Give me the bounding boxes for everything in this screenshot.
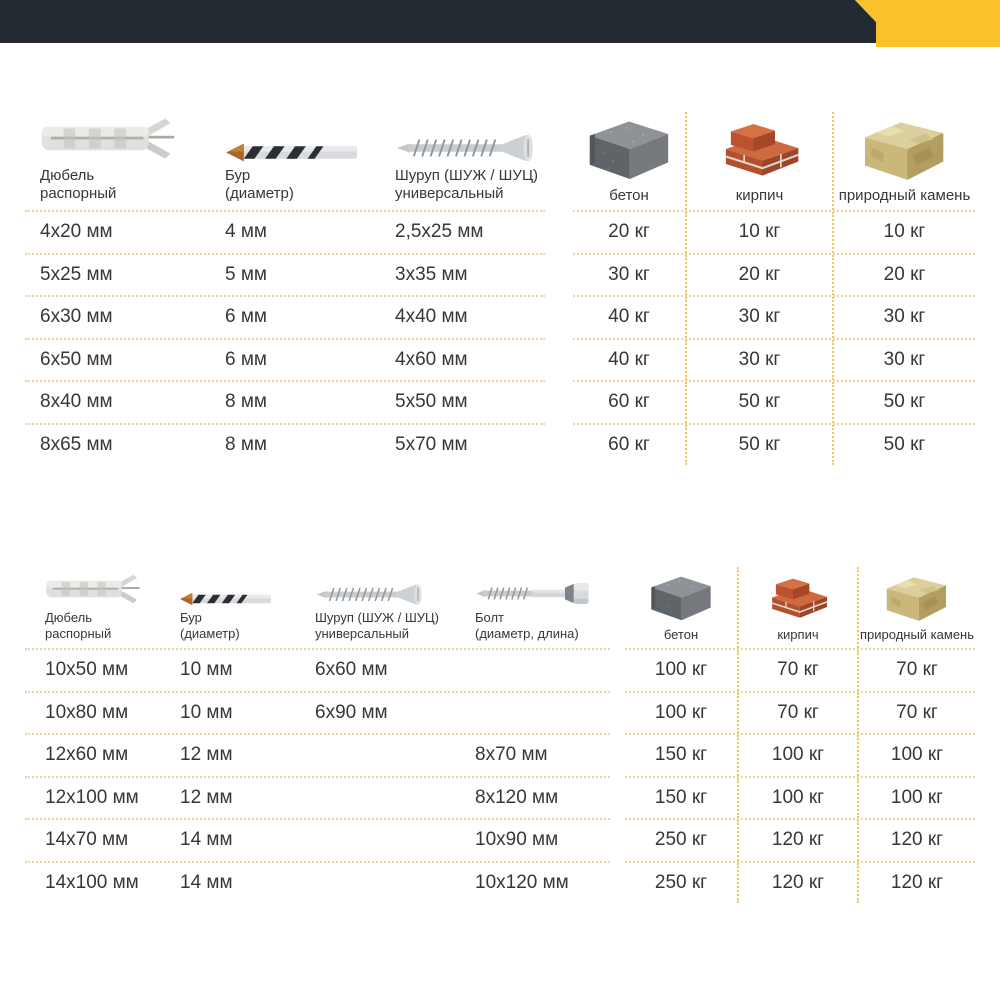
load-cell: 100 кг	[654, 659, 708, 681]
table-row	[625, 691, 975, 734]
spec-cell: 12 мм	[180, 744, 233, 766]
spec-cell: 6х50 мм	[40, 348, 113, 370]
concrete-block-icon	[583, 114, 675, 184]
table-row	[25, 733, 610, 776]
column-header-bolt	[455, 567, 610, 648]
drill-bit-icon	[180, 591, 272, 607]
natural-stone-icon	[882, 571, 952, 624]
table-row	[25, 380, 545, 423]
load-cell: 30 кг	[685, 297, 832, 338]
load-cell: 250 кг	[654, 829, 708, 851]
column-label-stone: природный камень	[838, 187, 971, 204]
column-label-line1: Дюбель	[40, 166, 95, 184]
spec-cell: 12х100 мм	[45, 786, 139, 808]
natural-stone-icon	[859, 114, 951, 184]
spec-cell: 6 мм	[225, 306, 267, 328]
load-cell: 100 кг	[857, 735, 975, 776]
column-label-line2: (диаметр, длина)	[475, 625, 579, 641]
spec-cell: 4х60 мм	[395, 348, 468, 370]
table1-tools	[25, 112, 545, 465]
load-cell: 10 кг	[832, 212, 975, 253]
spec-cell: 10 мм	[180, 701, 233, 723]
spec-cell	[295, 735, 455, 776]
column-header-stone	[857, 567, 975, 648]
drill-bit-icon	[225, 141, 360, 164]
load-cell: 30 кг	[685, 340, 832, 381]
load-cell: 120 кг	[857, 863, 975, 904]
dowel-icon	[40, 113, 176, 164]
screw-icon	[315, 582, 431, 607]
column-label-bolt	[475, 610, 579, 643]
load-cell: 100 кг	[857, 778, 975, 819]
load-cell: 50 кг	[685, 382, 832, 423]
spec-cell: 2,5х25 мм	[395, 221, 484, 243]
spec-cell	[455, 650, 610, 691]
spec-cell: 5 мм	[225, 263, 267, 285]
column-header-screw	[380, 112, 545, 210]
spec-cell: 4х20 мм	[40, 221, 113, 243]
table-row	[573, 423, 975, 466]
spec-cell: 10х50 мм	[45, 659, 129, 681]
column-header-concrete	[573, 112, 685, 210]
spec-cell: 14х70 мм	[45, 829, 129, 851]
load-cell: 120 кг	[737, 820, 857, 861]
column-header-stone	[832, 112, 975, 210]
load-cell: 250 кг	[654, 871, 708, 893]
spec-cell: 8 мм	[225, 433, 267, 455]
column-header-drill	[160, 567, 295, 648]
table-row	[625, 861, 975, 904]
concrete-block-icon	[646, 571, 716, 624]
screw-icon	[395, 132, 545, 164]
column-label-screw	[315, 610, 439, 643]
table-row	[25, 423, 545, 466]
table-row	[25, 861, 610, 904]
column-label-brick: кирпич	[777, 627, 819, 642]
load-cell: 60 кг	[608, 433, 650, 455]
spec-cell: 10 мм	[180, 659, 233, 681]
column-label-line1: Шуруп (ШУЖ / ШУЦ)	[395, 166, 539, 184]
spec-cell: 6х60 мм	[315, 659, 388, 681]
load-cell: 40 кг	[608, 306, 650, 328]
spec-cell: 14х100 мм	[45, 871, 139, 893]
table-row	[25, 691, 610, 734]
spec-cell: 5х25 мм	[40, 263, 113, 285]
column-label-dowel	[40, 167, 116, 205]
load-cell: 20 кг	[832, 255, 975, 296]
load-cell: 40 кг	[608, 348, 650, 370]
load-cell: 30 кг	[608, 263, 650, 285]
column-label-brick: кирпич	[735, 187, 784, 204]
load-cell: 100 кг	[737, 735, 857, 776]
column-label-line1: Шуруп (ШУЖ / ШУЦ)	[315, 609, 439, 625]
table-row	[573, 210, 975, 253]
column-label-line2: универсальный	[315, 625, 410, 641]
column-label-line1: Дюбель	[45, 609, 93, 625]
spec-cell: 3х35 мм	[395, 263, 468, 285]
load-cell: 30 кг	[832, 297, 975, 338]
load-cell: 50 кг	[685, 425, 832, 466]
load-cell: 50 кг	[832, 382, 975, 423]
column-label-concrete: бетон	[663, 627, 699, 642]
column-label-drill	[225, 167, 294, 205]
load-cell: 20 кг	[685, 255, 832, 296]
bolt-icon	[475, 580, 593, 607]
spec-cell: 8 мм	[225, 391, 267, 413]
table-row	[625, 648, 975, 691]
load-cell: 120 кг	[857, 820, 975, 861]
top-banner	[0, 0, 1000, 47]
column-label-line1: Болт	[475, 609, 505, 625]
load-cell: 120 кг	[737, 863, 857, 904]
table-row	[573, 253, 975, 296]
table-row	[25, 776, 610, 819]
table1-tools-header	[25, 112, 545, 210]
spec-cell: 4 мм	[225, 221, 267, 243]
table-row	[573, 380, 975, 423]
table-row	[625, 818, 975, 861]
load-cell: 70 кг	[737, 650, 857, 691]
column-label-stone: природный камень	[859, 627, 974, 642]
top-banner-graphic	[0, 0, 1000, 47]
column-header-concrete	[625, 567, 737, 648]
load-cell: 100 кг	[737, 778, 857, 819]
spec-cell: 5х50 мм	[395, 391, 468, 413]
load-cell: 150 кг	[654, 744, 708, 766]
column-label-line1: Бур	[180, 609, 202, 625]
load-table-light	[25, 112, 975, 465]
spec-cell: 12х60 мм	[45, 744, 129, 766]
load-cell: 70 кг	[857, 650, 975, 691]
table1-loads-header	[573, 112, 975, 210]
spec-cell: 6х90 мм	[315, 701, 388, 723]
spec-cell	[295, 863, 455, 904]
brick-icon	[763, 571, 833, 624]
table-row	[25, 338, 545, 381]
table2-tools-header	[25, 567, 610, 648]
spec-cell: 5х70 мм	[395, 433, 468, 455]
table-row	[25, 648, 610, 691]
spec-cell	[455, 693, 610, 734]
spec-cell: 14 мм	[180, 871, 233, 893]
column-label-concrete: бетон	[609, 187, 649, 204]
spec-cell: 10х80 мм	[45, 701, 129, 723]
table2-loads-header	[625, 567, 975, 648]
load-cell: 70 кг	[737, 693, 857, 734]
load-table-heavy	[25, 567, 975, 903]
table2-tools	[25, 567, 610, 903]
spec-cell: 8х65 мм	[40, 433, 113, 455]
banner-dark-bar	[0, 0, 876, 43]
load-cell: 100 кг	[654, 701, 708, 723]
spec-cell: 8х70 мм	[475, 744, 548, 766]
table-row	[25, 295, 545, 338]
banner-yellow-corner	[855, 0, 1000, 47]
load-cell: 60 кг	[608, 391, 650, 413]
column-label-line2: распорный	[45, 625, 112, 641]
table-row	[573, 338, 975, 381]
load-cell: 70 кг	[857, 693, 975, 734]
column-label-line2: распорный	[40, 185, 117, 203]
column-label-line1: Бур	[225, 166, 251, 184]
column-label-screw	[395, 167, 538, 205]
table-row	[25, 818, 610, 861]
column-label-line2: универсальный	[395, 185, 504, 203]
spec-cell: 12 мм	[180, 786, 233, 808]
column-header-dowel	[25, 567, 160, 648]
spec-cell: 4х40 мм	[395, 306, 468, 328]
spec-cell: 10х120 мм	[475, 871, 569, 893]
dowel-icon	[45, 571, 141, 607]
brick-icon	[714, 114, 806, 184]
table-row	[25, 253, 545, 296]
column-label-line2: (диаметр)	[225, 185, 294, 203]
table-row	[25, 210, 545, 253]
column-header-brick	[685, 112, 832, 210]
spec-cell: 6 мм	[225, 348, 267, 370]
spec-cell: 6х30 мм	[40, 306, 113, 328]
load-cell: 150 кг	[654, 786, 708, 808]
table-row	[625, 776, 975, 819]
column-label-dowel	[45, 610, 111, 643]
spec-cell: 10х90 мм	[475, 829, 559, 851]
column-header-brick	[737, 567, 857, 648]
spec-cell: 8х40 мм	[40, 391, 113, 413]
table-row	[625, 733, 975, 776]
load-cell: 50 кг	[832, 425, 975, 466]
column-header-dowel	[25, 112, 210, 210]
spec-cell: 14 мм	[180, 829, 233, 851]
column-header-screw	[295, 567, 455, 648]
spec-cell	[295, 820, 455, 861]
table-row	[573, 295, 975, 338]
spec-cell	[295, 778, 455, 819]
table1-loads	[573, 112, 975, 465]
column-label-line2: (диаметр)	[180, 625, 240, 641]
spec-cell: 8х120 мм	[475, 786, 559, 808]
load-cell: 30 кг	[832, 340, 975, 381]
load-cell: 10 кг	[685, 212, 832, 253]
column-header-drill	[210, 112, 380, 210]
load-cell: 20 кг	[608, 221, 650, 243]
table2-loads	[625, 567, 975, 903]
column-label-drill	[180, 610, 240, 643]
